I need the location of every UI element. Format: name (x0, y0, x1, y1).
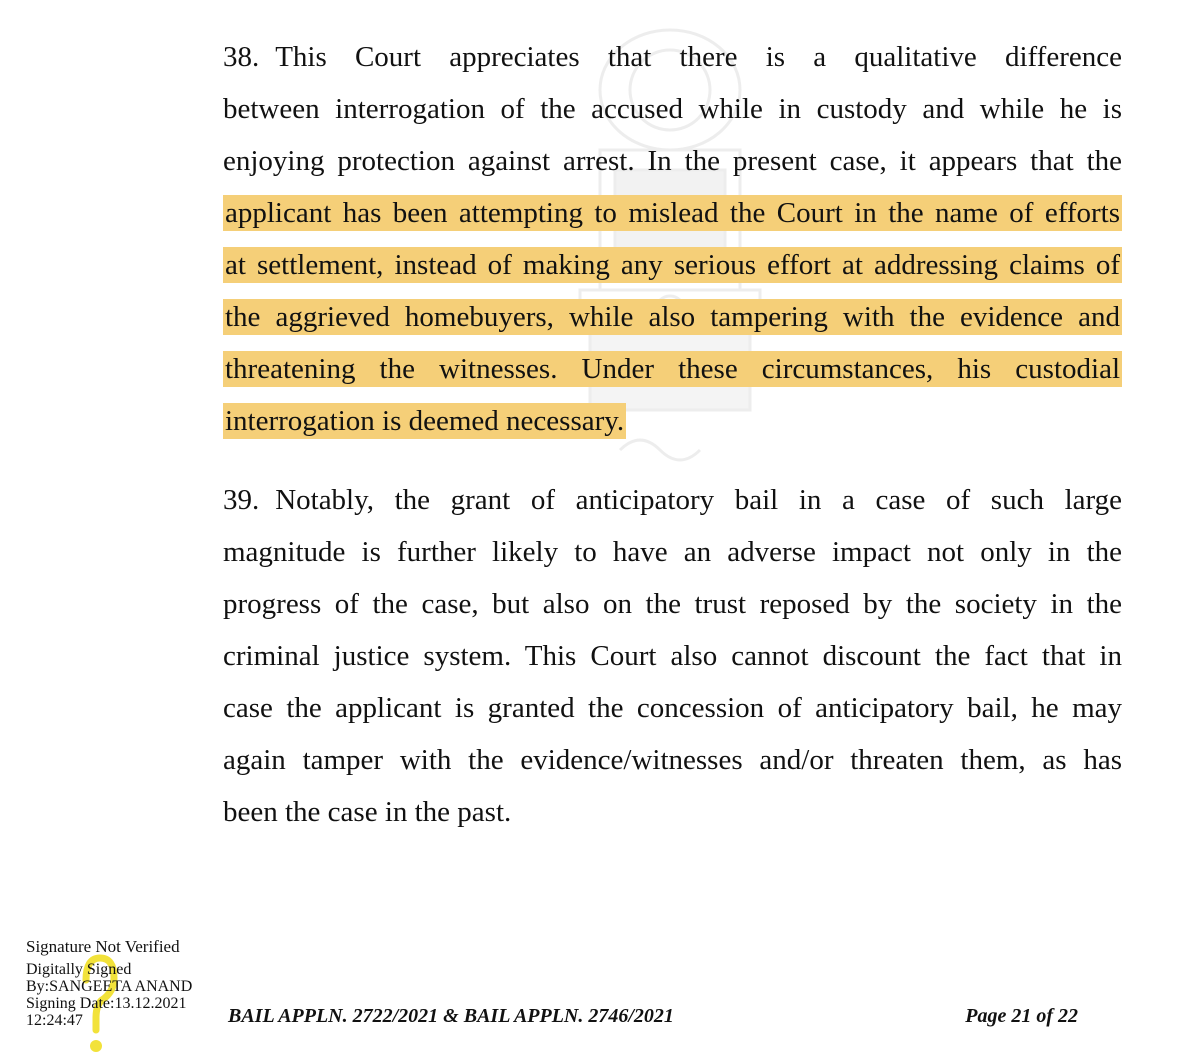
paragraph-line: again tamper with the evidence/witnesses and/or threaten them, as has (223, 744, 1122, 776)
highlight: interrogation is deemed necessary. (225, 405, 625, 437)
highlighted-line (223, 187, 1122, 239)
paragraph-line: 38. This Court appreciates that there is a qualitative difference (223, 41, 1122, 73)
paragraph-number: 39. (223, 484, 260, 516)
paragraph-line: 39. Notably, the grant of anticipatory bail in a case of such large (223, 484, 1122, 516)
paragraph-line: magnitude is further likely to have an adverse impact not only in the (223, 536, 1122, 568)
highlight: threatening the witnesses. Under these circumstances, his custodial (225, 353, 1120, 385)
paragraph-39 (223, 474, 1122, 838)
paragraph-line: been the case in the past. (223, 796, 512, 828)
highlighted-line (223, 395, 1122, 447)
paragraph-line: case the applicant is granted the concession of anticipatory bail, he may (223, 692, 1122, 724)
paragraph-38 (223, 31, 1122, 447)
paragraph-number: 38. (223, 41, 260, 73)
paragraph-line: progress of the case, but also on the trust reposed by the society in the (223, 588, 1122, 620)
paragraph-line: criminal justice system. This Court also cannot discount the fact that in (223, 640, 1122, 672)
digital-signature-block (26, 938, 226, 1029)
paragraph-line: enjoying protection against arrest. In the present case, it appears that the (223, 145, 1122, 177)
signature-signer: By:SANGEETA ANAND (26, 978, 193, 995)
highlight: applicant has been attempting to mislead the Court in the name of efforts (225, 197, 1120, 229)
highlight: at settlement, instead of making any serious effort at addressing claims of (225, 249, 1120, 281)
highlighted-line (223, 291, 1122, 343)
signature-status: Signature Not Verified (26, 937, 180, 956)
highlight: the aggrieved homebuyers, while also tampering with the evidence and (225, 301, 1120, 333)
signature-line: Digitally Signed (26, 961, 132, 978)
signature-date: Signing Date:13.12.2021 (26, 995, 187, 1012)
highlighted-line (223, 239, 1122, 291)
footer-case-reference: BAIL APPLN. 2722/2021 & BAIL APPLN. 2746/2021 (228, 1005, 674, 1027)
paragraph-line: between interrogation of the accused while in custody and while he is (223, 93, 1122, 125)
footer-page-number: Page 21 of 22 (965, 1005, 1078, 1027)
highlighted-line (223, 343, 1122, 395)
signature-time: 12:24:47 (26, 1012, 83, 1029)
